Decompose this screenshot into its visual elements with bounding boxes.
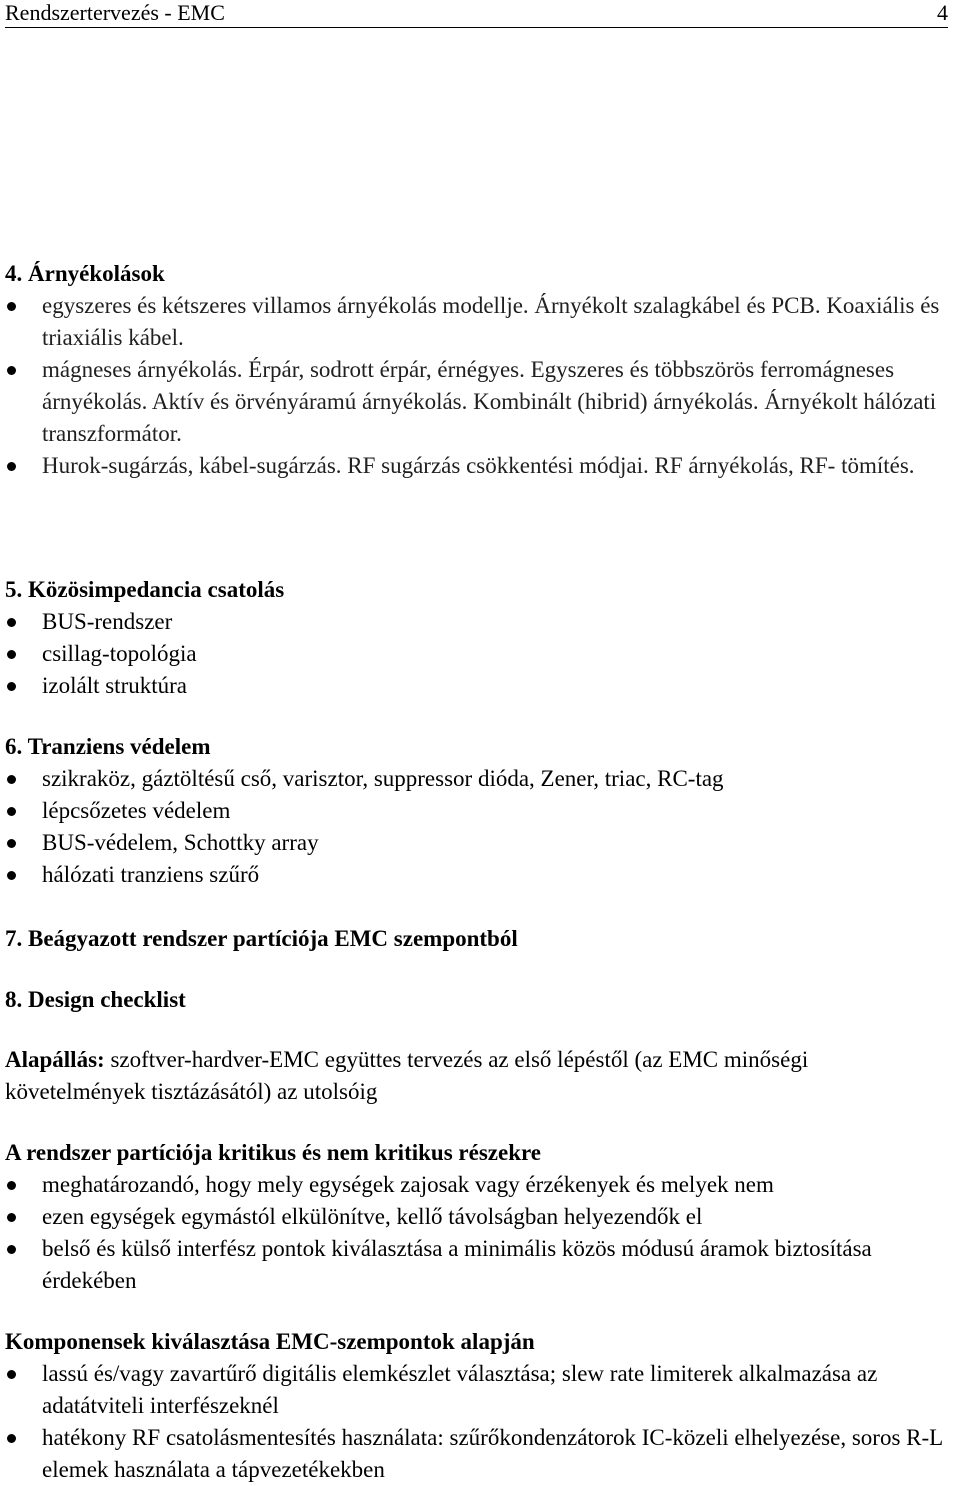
section-5-title: 5. Közösimpedancia csatolás [5, 577, 285, 602]
alapallas-body: szoftver-hardver-EMC együttes tervezés az első lépéstől (az EMC minőségi követelmények tisztázásától) az utolsóig [5, 1047, 809, 1104]
section-5-list [5, 606, 945, 702]
section-7 [5, 923, 945, 955]
alapallas-paragraph [5, 1044, 945, 1108]
section-6-title: 6. Tranziens védelem [5, 734, 211, 759]
list-item: hálózati tranziens szűrő [5, 859, 945, 891]
list-item: mágneses árnyékolás. Érpár, sodrott érpár, érnégyes. Egyszeres és többszörös ferromágneses árnyékolás. Aktív és örvényáramú árnyékolás. Kombinált (hibrid) árnyékolás. Árnyékolt hálózati transzformátor. [5, 354, 945, 450]
list-item: meghatározandó, hogy mely egységek zajosak vagy érzékenyek és melyek nem [5, 1169, 945, 1201]
list-item: lépcsőzetes védelem [5, 795, 945, 827]
list-item: hatékony RF csatolásmentesítés használata: szűrőkondenzátorok IC-közeli elhelyezése, soros R-L elemek használata a tápvezetékekben [5, 1422, 945, 1486]
alapallas-text [5, 1044, 945, 1108]
list-item: egyszeres és kétszeres villamos árnyékolás modellje. Árnyékolt szalagkábel és PCB. Koaxiális és triaxiális kábel. [5, 290, 945, 354]
list-item: lassú és/vagy zavartűrő digitális elemkészlet választása; slew rate limiterek alkalmazása az adatátviteli interfészeknél [5, 1358, 945, 1422]
header-title: Rendszertervezés - EMC [5, 0, 225, 25]
list-item: BUS-rendszer [5, 606, 945, 638]
alapallas-label: Alapállás: [5, 1047, 105, 1072]
komponensek-list [5, 1358, 945, 1486]
section-7-title: 7. Beágyazott rendszer partíciója EMC szempontból [5, 926, 518, 951]
section-6 [5, 731, 945, 891]
section-4-list [5, 290, 945, 482]
section-8 [5, 984, 945, 1016]
section-6-list [5, 763, 945, 891]
section-8-title: 8. Design checklist [5, 987, 186, 1012]
particio-list [5, 1169, 945, 1297]
section-5 [5, 574, 945, 702]
list-item: csillag-topológia [5, 638, 945, 670]
list-item: ezen egységek egymástól elkülönítve, kellő távolságban helyezendők el [5, 1201, 945, 1233]
list-item: izolált struktúra [5, 670, 945, 702]
section-4 [5, 258, 945, 482]
particio-section [5, 1137, 945, 1297]
komponensek-section [5, 1326, 945, 1486]
list-item: BUS-védelem, Schottky array [5, 827, 945, 859]
page-number: 4 [937, 0, 948, 25]
header-rule [5, 27, 948, 28]
particio-title: A rendszer partíciója kritikus és nem kritikus részekre [5, 1140, 541, 1165]
section-4-title: 4. Árnyékolások [5, 261, 165, 286]
page-header [5, 0, 948, 28]
list-item: belső és külső interfész pontok kiválasztása a minimális közös módusú áramok biztosítása érdekében [5, 1233, 945, 1297]
list-item: Hurok-sugárzás, kábel-sugárzás. RF sugárzás csökkentési módjai. RF árnyékolás, RF- tömítés. [5, 450, 945, 482]
list-item: szikraköz, gáztöltésű cső, varisztor, suppressor dióda, Zener, triac, RC-tag [5, 763, 945, 795]
komponensek-title: Komponensek kiválasztása EMC-szempontok alapján [5, 1329, 535, 1354]
